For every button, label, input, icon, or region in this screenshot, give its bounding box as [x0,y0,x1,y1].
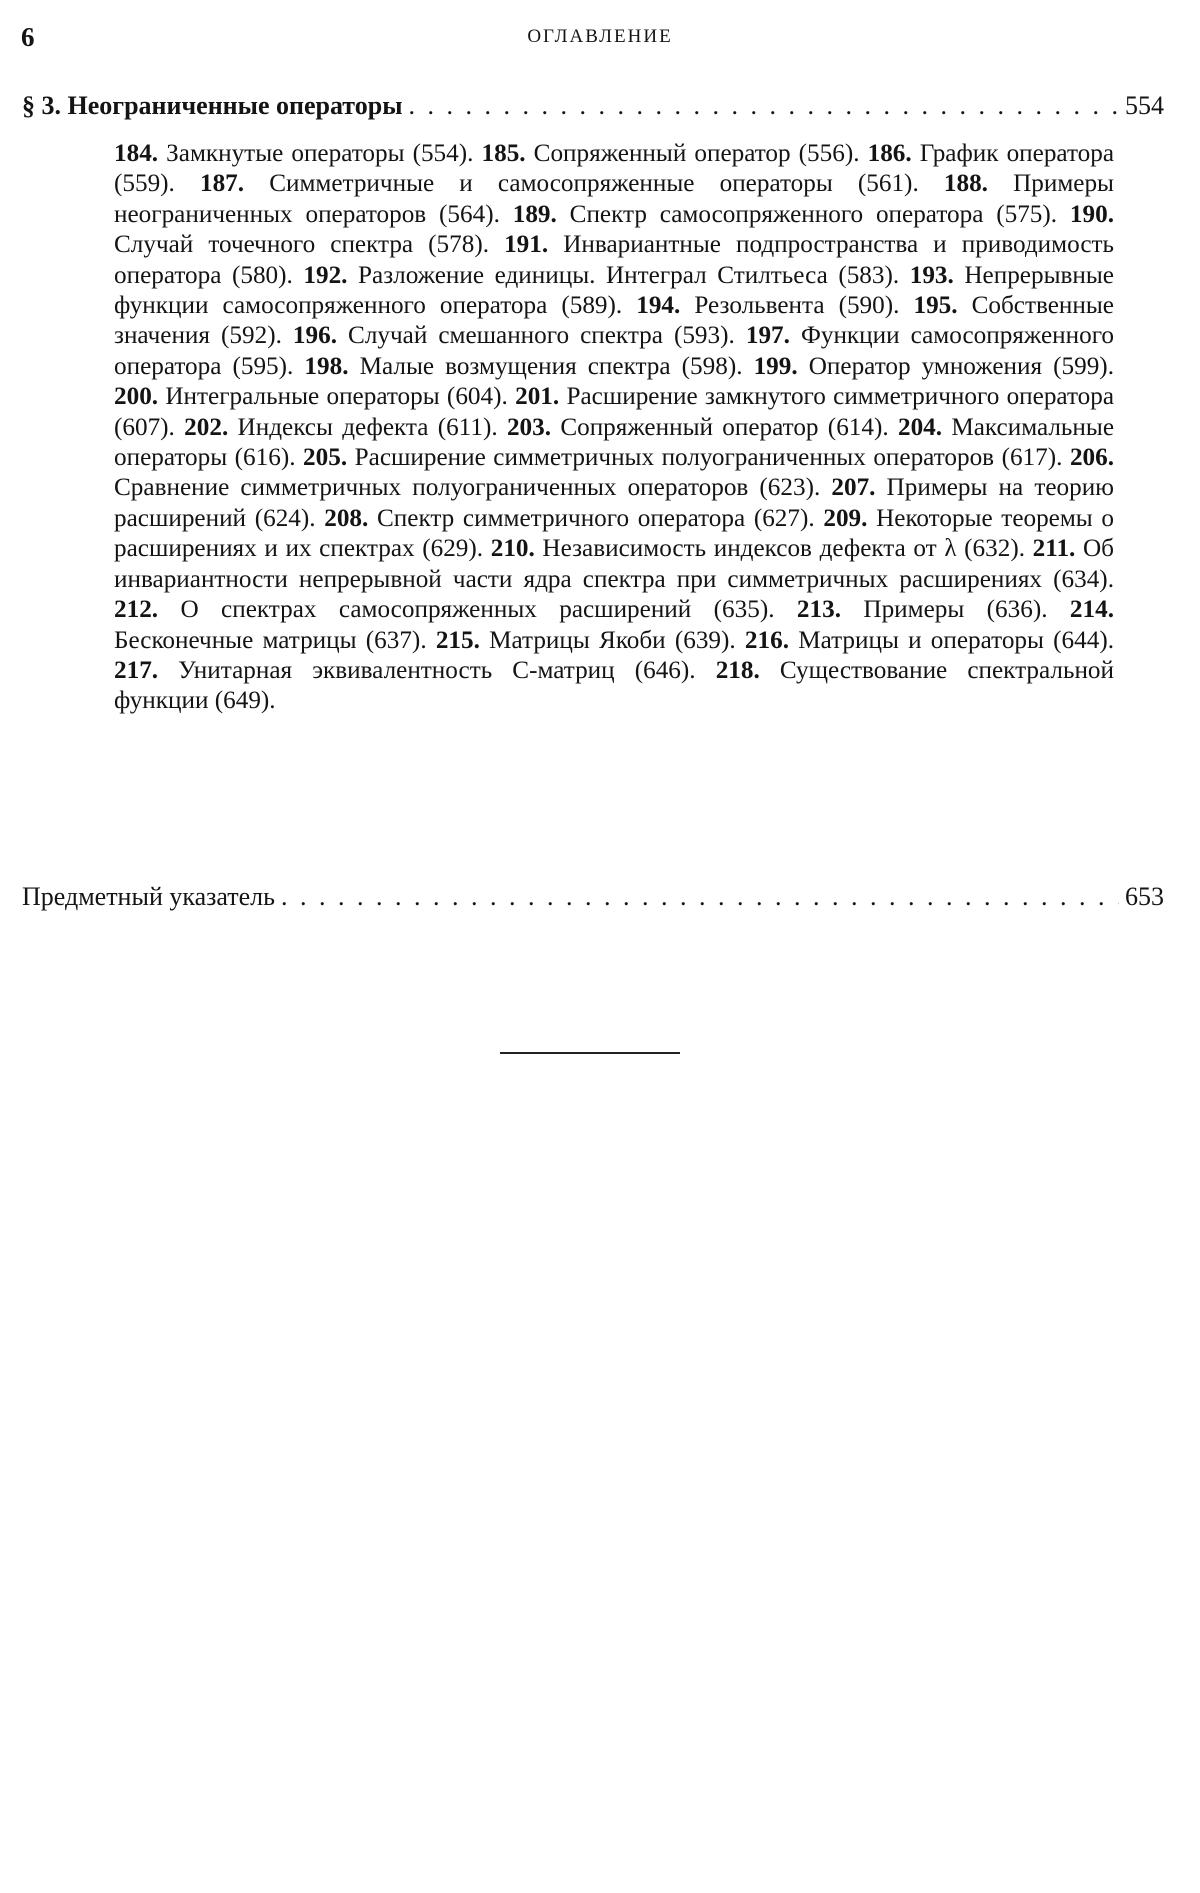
entry-number: 209. [823,504,868,532]
index-page-number: 653 [1125,882,1164,911]
toc-entry[interactable] [200,170,944,197]
toc-entry[interactable] [436,627,745,654]
entry-number: 216. [744,626,789,654]
entry-number: 212. [114,596,159,624]
toc-entry[interactable] [303,262,909,289]
entry-text: О спектрах самосопряженных расширений (635). [158,596,797,624]
entry-number: 214. [1069,596,1114,624]
entry-text: Инвариантные подпространства и приводимость оператора (580). [114,231,1114,289]
entry-number: 192. [303,261,348,289]
entry-number: 203. [506,413,552,441]
section-page-number: 554 [1125,91,1164,120]
toc-entry[interactable] [491,535,1033,562]
entry-text: Случай точечного спектра (578). [114,231,505,259]
entry-text: Об инвариантности непрерывной части ядра спектра при симметричных расширениях (634). [114,535,1114,593]
toc-entry[interactable] [745,627,1114,654]
entry-number: 188. [943,170,988,198]
entry-text: Симметричные и самосопряженные операторы (561). [244,170,944,198]
entry-text: Функции самосопряженного оператора (595). [114,322,1114,380]
toc-entry[interactable] [114,140,482,167]
entry-number: 206. [1069,444,1115,472]
entry-number: 190. [1069,200,1114,228]
entry-text: Максимальные операторы (616). [114,413,1114,472]
entry-text: Матрицы и операторы (644). [789,626,1114,654]
entry-number: 200. [114,383,159,411]
toc-entry[interactable] [797,596,1070,623]
entry-number: 191. [504,231,549,259]
toc-entry[interactable] [114,657,716,684]
entry-number: 189. [512,200,557,228]
entry-number: 207. [831,474,876,502]
entry-text: Индексы дефекта (611). [228,413,507,441]
entry-number: 195. [913,292,958,320]
entry-text: Унитарная эквивалентность C-матриц (646). [158,656,716,684]
entry-text: Бесконечные матрицы (637). [114,626,436,654]
entry-text: Интегральные операторы (604). [158,383,516,411]
entry-text: Случай смешанного спектра (593). [336,322,746,350]
toc-entry[interactable] [636,292,913,319]
entry-text: Примеры неограниченных операторов (564). [114,170,1114,228]
entry-number: 210. [490,535,535,563]
entry-number: 211. [1032,535,1076,563]
entry-text: Оператор умножения (599). [797,352,1114,380]
entry-number: 187. [199,170,245,198]
entry-text: Собственные значения (592). [114,292,1114,350]
entry-number: 218. [715,656,760,684]
toc-entry[interactable] [513,201,1070,228]
entry-number: 199. [753,352,798,380]
entry-text: Замкнутые операторы (554). [158,140,482,167]
entry-number: 202. [184,413,229,441]
entry-number: 205. [303,444,348,472]
dot-leader [409,91,1120,121]
entry-number: 204. [897,413,943,441]
toc-entry[interactable] [293,322,746,349]
entry-text: Существование спектральной функции (649). [114,656,1114,715]
index-title: Предметный указатель [22,882,276,911]
entry-number: 201. [515,383,560,411]
entry-text: Сопряженный оператор (556). [525,140,868,167]
toc-entry[interactable] [324,505,823,532]
entry-text: Сравнение симметричных полуограниченных операторов (623). [114,474,832,502]
entry-number: 217. [114,656,159,684]
section-title: § 3. Неограниченные операторы [22,91,403,120]
entry-text: Расширение симметричных полуограниченных операторов (617). [347,444,1070,472]
entry-text: Спектр самосопряженного оператора (575). [556,200,1070,228]
page-number: 6 [21,22,35,52]
entry-text: Расширение замкнутого симметричного оператора (607). [114,383,1114,441]
running-head: ОГЛАВЛЕНИЕ [527,26,673,47]
dot-leader [281,882,1119,912]
toc-entry[interactable] [184,414,507,441]
toc-section-line[interactable] [22,91,1164,121]
entry-number: 197. [745,322,790,350]
entry-text: Сопряженный оператор (614). [551,413,898,441]
entry-number: 186. [867,140,912,167]
entry-text: Примеры (636). [840,596,1070,624]
entry-text: Некоторые теоремы о расширениях и их спектрах (629). [114,504,1114,563]
entry-number: 213. [796,596,841,624]
entry-text: Примеры на теорию расширений (624). [114,474,1114,532]
entry-number: 184. [114,140,159,167]
entry-text: Матрицы Якоби (639). [479,626,745,654]
entry-text: Спектр симметричного оператора (627). [368,504,824,532]
entry-text: Независимость индексов дефекта от λ (632). [534,535,1033,563]
entry-number: 196. [292,322,337,350]
entry-number: 194. [636,292,681,320]
toc-entry[interactable] [114,383,515,410]
entry-text: Разложение единицы. Интеграл Стилтьеса (583). [347,261,910,289]
section-contents [114,139,1114,717]
entry-number: 193. [909,261,954,289]
toc-entry[interactable] [303,444,1070,471]
toc-entry[interactable] [754,353,1114,380]
end-rule [500,1052,680,1054]
toc-index-line[interactable] [22,882,1164,912]
entry-text: График оператора (559). [114,140,1114,198]
entry-number: 185. [481,140,526,167]
entry-text: Резольвента (590). [680,292,914,320]
toc-entry[interactable] [482,140,868,167]
entry-text: Непрерывные функции самосопряженного оператора (589). [114,261,1114,320]
entry-number: 198. [304,352,349,380]
toc-entry[interactable] [114,596,797,623]
toc-entry[interactable] [507,414,898,441]
entry-text: Малые возмущения спектра (598). [348,352,754,380]
entry-number: 208. [324,504,369,532]
toc-entry[interactable] [304,353,753,380]
entry-number: 215. [435,626,480,654]
